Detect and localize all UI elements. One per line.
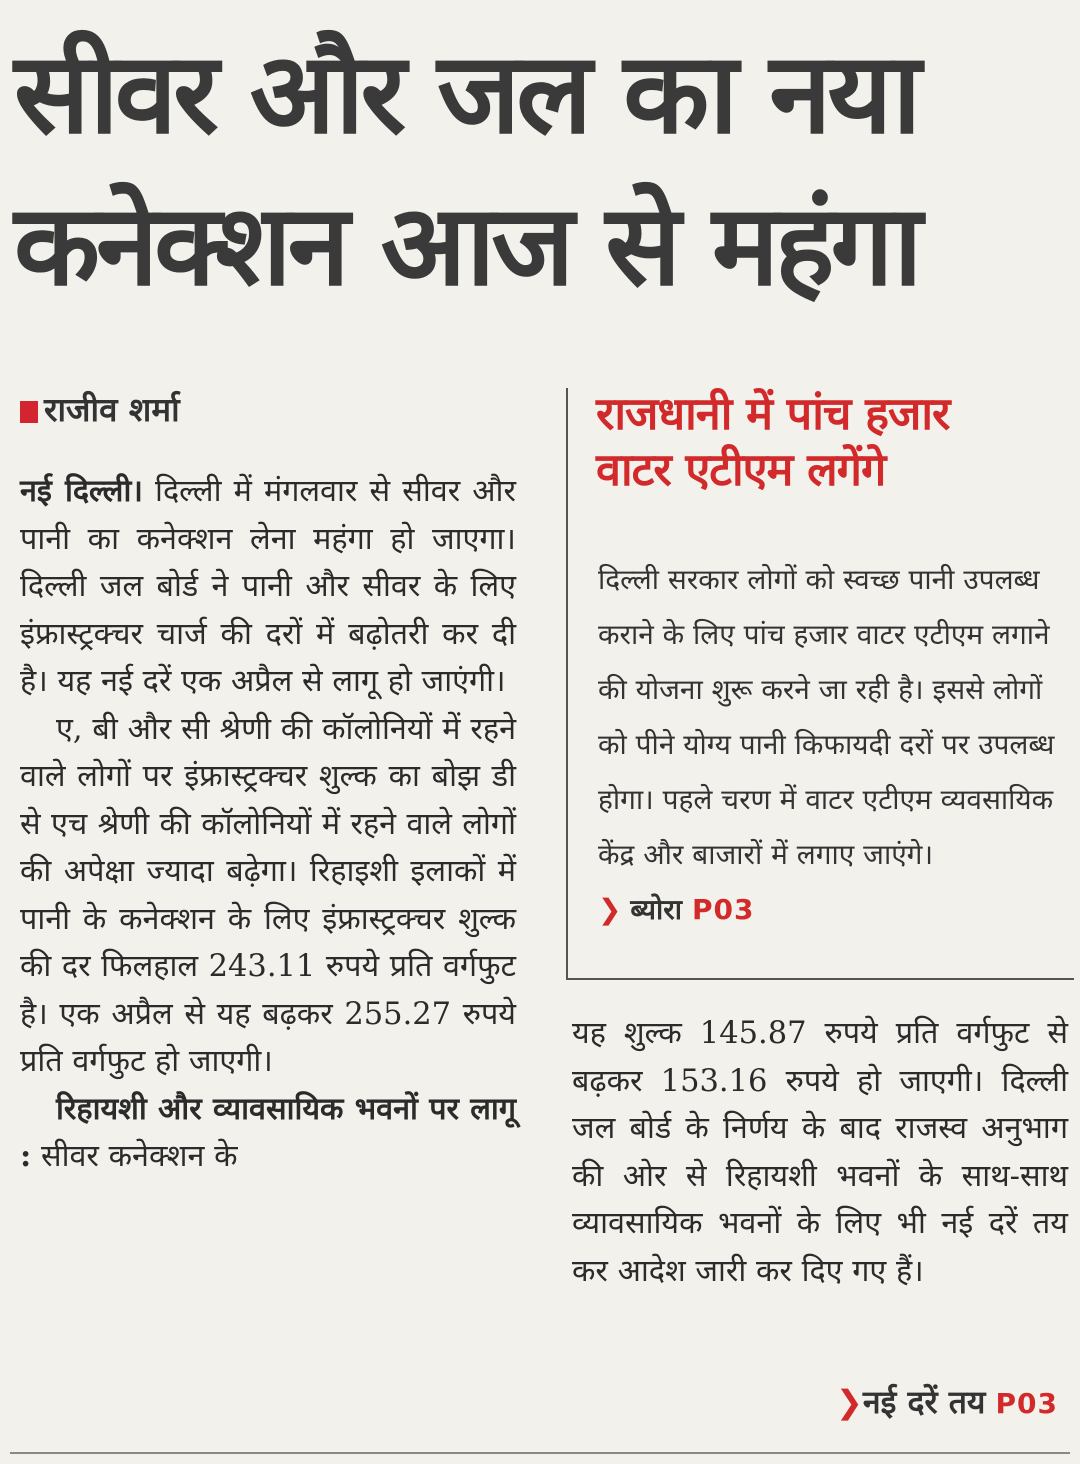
chevron-right-icon: ❯ xyxy=(836,1383,863,1421)
byline xyxy=(20,386,180,431)
left-para-3-text: सीवर कनेक्शन के xyxy=(31,1139,238,1174)
box-pointer-page: P03 xyxy=(691,893,755,926)
bottom-rule xyxy=(10,1452,1070,1454)
box-title-line-2: वाटर एटीएम लगेंगे xyxy=(596,443,886,496)
right-column xyxy=(572,1010,1068,1295)
left-para-1-text: दिल्ली में मंगलवार से सीवर और पानी का कनेक्शन लेना महंगा हो जाएगा। दिल्ली जल बोर्ड ने पानी और सीवर के लिए इंफ्रास्ट्रक्चर चार्ज की दरों में बढ़ोतरी कर दी है। यह नई दरें एक अप्रैल से लागू हो जाएंगी। xyxy=(20,474,516,699)
headline-line-1: सीवर और जल का नया xyxy=(14,29,918,159)
right-page-pointer[interactable] xyxy=(836,1380,1058,1423)
byline-marker-icon xyxy=(20,401,38,423)
byline-author: राजीव शर्मा xyxy=(44,390,180,429)
headline-line-2: कनेक्शन आज से महंगा xyxy=(14,181,919,311)
box-vertical-rule xyxy=(566,388,568,980)
left-para-3 xyxy=(20,1086,516,1181)
box-pointer-label: ब्योरा xyxy=(630,893,682,926)
left-column xyxy=(20,468,516,1181)
dateline: नई दिल्ली। xyxy=(20,473,143,509)
right-pointer-label: नई दरें तय xyxy=(862,1383,986,1421)
box-body xyxy=(598,552,1060,937)
left-para-1 xyxy=(20,468,516,706)
left-para-2: ए, बी और सी श्रेणी की कॉलोनियों में रहने वाले लोगों पर इंफ्रास्ट्रक्चर शुल्क का बोझ डी से एच श्रेणी की कॉलोनियों में रहने वाले लोगों की अपेक्षा ज्यादा बढ़ेगा। रिहाइशी इलाकों में पानी के कनेक्शन के लिए इंफ्रास्ट्रक्चर शुल्क की दर फिलहाल 243.11 रुपये प्रति वर्गफुट है। एक अप्रैल से यह बढ़कर 255.27 रुपये प्रति वर्गफुट हो जाएगी। xyxy=(20,711,516,1079)
right-para-1: यह शुल्क 145.87 रुपये प्रति वर्गफुट से बढ़कर 153.16 रुपये हो जाएगी। दिल्ली जल बोर्ड के निर्णय के बाद राजस्व अनुभाग की ओर से रिहायशी भवनों के साथ-साथ व्यावसायिक भवनों के लिए भी नई दरें तय कर आदेश जारी कर दिए गए हैं। xyxy=(572,1016,1068,1289)
right-pointer-page: P03 xyxy=(995,1387,1058,1420)
box-title xyxy=(596,386,1066,498)
left-subhead: रिहायशी और व्यावसायिक भवनों पर लागू : xyxy=(20,1090,516,1174)
headline xyxy=(14,18,1070,322)
box-page-pointer[interactable] xyxy=(598,882,754,937)
box-horizontal-rule xyxy=(566,978,1074,980)
box-title-line-1: राजधानी में पांच हजार xyxy=(596,387,950,440)
chevron-right-icon: ❯ xyxy=(598,893,622,926)
box-body-text: दिल्ली सरकार लोगों को स्वच्छ पानी उपलब्ध कराने के लिए पांच हजार वाटर एटीएम लगाने की योजना शुरू करने जा रही है। इससे लोगों को पीने योग्य पानी किफायदी दरों पर उपलब्ध होगा। पहले चरण में वाटर एटीएम व्यवसायिक केंद्र और बाजारों में लगाए जाएंगे। xyxy=(598,563,1055,871)
